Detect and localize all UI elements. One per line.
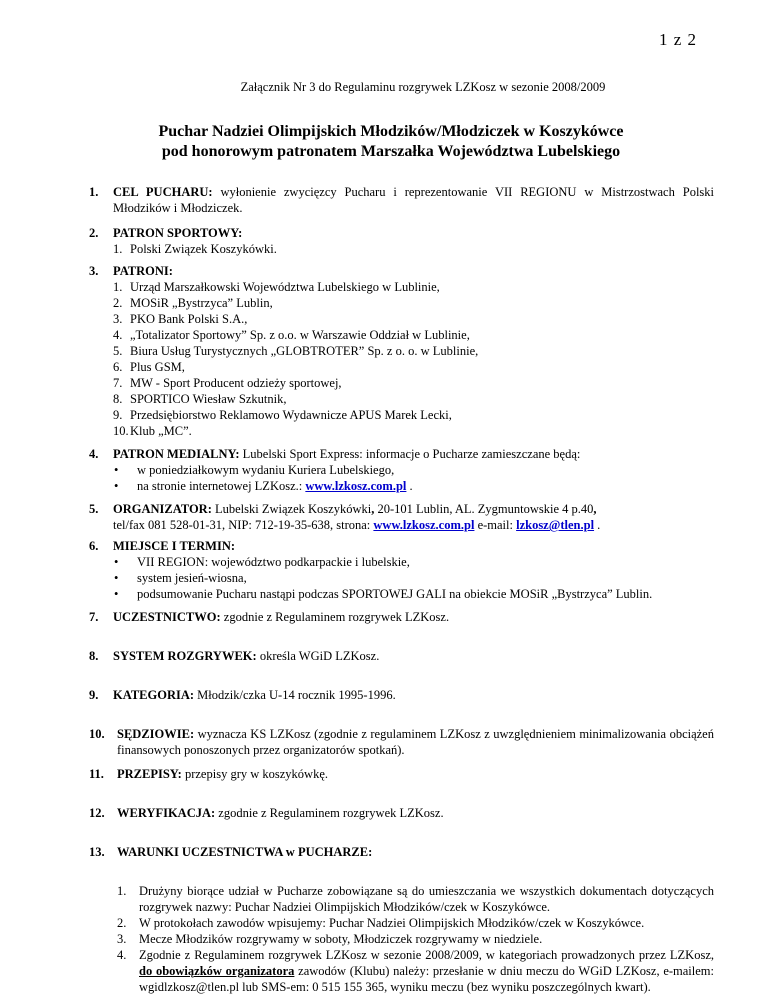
item-number: 8.: [113, 392, 123, 406]
section-5: [89, 501, 714, 533]
section-number: 11.: [89, 767, 104, 781]
item-number: 1.: [113, 242, 123, 256]
media-list: [113, 462, 714, 494]
item-text: Klub „MC”.: [130, 424, 192, 438]
item-text: MOSiR „Bystrzyca” Lublin,: [130, 296, 273, 310]
section-heading: CEL PUCHARU:: [113, 185, 213, 199]
list-item: [117, 915, 714, 931]
contact-text: .: [594, 518, 601, 532]
email-link[interactable]: lzkosz@tlen.pl: [516, 518, 595, 532]
item-text: Przedsiębiorstwo Reklamowo Wydawnicze APUS Marek Lecki,: [130, 408, 452, 422]
item-number: 7.: [113, 376, 123, 390]
item-number: 10.: [113, 424, 129, 438]
list-item: [113, 478, 714, 494]
list-item: [113, 327, 714, 343]
list-item: • system jesień-wiosna,: [113, 570, 714, 586]
section-heading: PATRON SPORTOWY:: [113, 226, 243, 240]
item-text-underlined: do obowiązków organizatora: [139, 964, 295, 978]
item-number: 2.: [117, 916, 127, 930]
item-number: 6.: [113, 360, 123, 374]
item-text: SPORTICO Wiesław Szkutnik,: [130, 392, 287, 406]
item-text: Plus GSM,: [130, 360, 185, 374]
section-number: 6.: [89, 539, 99, 553]
section-6: [89, 538, 714, 602]
item-number: 3.: [117, 932, 127, 946]
section-heading: ORGANIZATOR:: [113, 502, 212, 516]
comma: ,: [593, 502, 597, 516]
section-text: zgodnie z Regulaminem rozgrywek LZKosz.: [220, 610, 450, 624]
section-heading: KATEGORIA:: [113, 688, 195, 702]
item-text: PKO Bank Polski S.A.,: [130, 312, 248, 326]
conditions-list: [117, 883, 714, 995]
item-text: Urząd Marszałkowski Województwa Lubelskiego w Lublinie,: [130, 280, 440, 294]
contact-text: e-mail:: [474, 518, 517, 532]
item-text: „Totalizator Sportowy” Sp. z o.o. w Warszawie Oddział w Lublinie,: [130, 328, 470, 342]
section-heading: UCZESTNICTWO:: [113, 610, 221, 624]
section-heading: MIEJSCE I TERMIN:: [113, 539, 236, 553]
section-heading: PATRON MEDIALNY:: [113, 447, 240, 461]
item-number: 1.: [113, 280, 123, 294]
section-text: przepisy gry w koszykówkę.: [181, 767, 328, 781]
list-item: [117, 947, 714, 995]
website-link[interactable]: www.lzkosz.com.pl: [373, 518, 475, 532]
list-item: [113, 407, 714, 423]
item-text: na stronie internetowej LZKosz.:: [137, 479, 306, 493]
list-item: [113, 391, 714, 407]
section-number: 5.: [89, 502, 99, 516]
section-text: wyłonienie zwycięzcy Pucharu i reprezentowanie VII REGIONU w Mistrzostwach Polski Młodzików i Młodziczek.: [113, 185, 714, 215]
item-text: MW - Sport Producent odzieży sportowej,: [130, 376, 342, 390]
document-title: [0, 122, 768, 162]
section-text: Młodzik/czka U-14 rocznik 1995-1996.: [194, 688, 396, 702]
item-number: 3.: [113, 312, 123, 326]
section-number: 4.: [89, 447, 99, 461]
section-1: [89, 184, 714, 216]
item-text: W protokołach zawodów wpisujemy: Puchar Nadziei Olimpijskich Młodzików/czek w Koszykówce.: [139, 916, 645, 930]
section-8: [89, 648, 714, 664]
list-item: [113, 279, 714, 295]
contact-text: tel/fax 081 528-01-31, NIP: 712-19-35-638, strona:: [113, 518, 374, 532]
section-7: [89, 609, 714, 625]
section-number: 8.: [89, 649, 99, 663]
item-number: 2.: [113, 296, 123, 310]
item-text: Mecze Młodzików rozgrywamy w soboty, Młodziczek rozgrywamy w niedziele.: [139, 932, 543, 946]
section-9: [89, 687, 714, 703]
item-text: Zgodnie z Regulaminem rozgrywek LZKosz w sezonie 2008/2009, w kategoriach prowadzonych przez LZKosz,: [139, 948, 714, 962]
list-item: [113, 241, 714, 257]
section-text: zgodnie z Regulaminem rozgrywek LZKosz.: [215, 806, 444, 820]
website-link[interactable]: www.lzkosz.com.pl: [305, 479, 407, 493]
title-line-2: pod honorowym patronatem Marszałka Województwa Lubelskiego: [161, 143, 621, 160]
list-item: • VII REGION: województwo podkarpackie i lubelskie,: [113, 554, 714, 570]
section-heading: SĘDZIOWIE:: [117, 727, 195, 741]
item-text: .: [406, 479, 413, 493]
list-item: • w poniedziałkowym wydaniu Kuriera Lubelskiego,: [113, 462, 714, 478]
list-item: [113, 343, 714, 359]
organizer-name: Lubelski Związek Koszykówki: [211, 502, 372, 516]
section-heading: PRZEPISY:: [117, 767, 182, 781]
list-item: [113, 311, 714, 327]
place-time-list: [113, 554, 714, 602]
section-10: [89, 726, 714, 758]
section-heading: WERYFIKACJA:: [117, 806, 216, 820]
list-item: [117, 883, 714, 915]
item-text: zawodów (Klubu) należy: przesłanie w dniu meczu do WGiD LZKosz, e-mailem: wgidlzkosz@tlen.pl lub SMS-em: 0 515 155 365, wyniku meczu (bez wyniku poszczególnych kwart).: [139, 964, 714, 994]
section-text: Lubelski Sport Express: informacje o Pucharze zamieszczane będą:: [239, 447, 581, 461]
comma: ,: [371, 502, 375, 516]
section-number: 9.: [89, 688, 99, 702]
section-heading: PATRONI:: [113, 264, 173, 278]
section-number: 3.: [89, 264, 99, 278]
item-number: 4.: [117, 948, 127, 962]
page-number: 1 z 2: [658, 30, 697, 49]
item-text: Polski Związek Koszykówki.: [130, 242, 277, 256]
list-item: [113, 375, 714, 391]
item-text: Biura Usług Turystycznych „GLOBTROTER” Sp. z o. o. w Lublinie,: [130, 344, 479, 358]
list-item: [113, 359, 714, 375]
patrons-list: [113, 279, 714, 439]
list-item: [117, 931, 714, 947]
section-13-conditions: [89, 883, 714, 995]
section-2: [89, 225, 714, 257]
section-number: 1.: [89, 185, 99, 199]
item-number: 1.: [117, 884, 127, 898]
section-13: [89, 844, 714, 860]
section-number: 7.: [89, 610, 99, 624]
patron-sport-list: [113, 241, 714, 257]
section-12: [89, 805, 714, 821]
section-heading: SYSTEM ROZGRYWEK:: [113, 649, 257, 663]
section-heading: WARUNKI UCZESTNICTWA w PUCHARZE:: [117, 845, 373, 859]
item-number: 9.: [113, 408, 123, 422]
item-number: 4.: [113, 328, 123, 342]
section-3: [89, 263, 714, 439]
list-item: • podsumowanie Pucharu nastąpi podczas SPORTOWEJ GALI na obiekcie MOSiR „Bystrzyca” Lublin.: [113, 586, 714, 602]
annex-note: Załącznik Nr 3 do Regulaminu rozgrywek LZKosz w sezonie 2008/2009: [240, 80, 606, 94]
section-number: 10.: [89, 727, 105, 741]
organizer-address: 20-101 Lublin, AL. Zygmuntowskie 4 p.40: [374, 502, 594, 516]
section-text: wyznacza KS LZKosz (zgodnie z regulaminem LZKosz z uwzględnieniem minimalizowania obciążeń finansowych ponoszonych przez organizatorów spotkań).: [117, 727, 714, 757]
section-number: 12.: [89, 806, 105, 820]
list-item: [113, 295, 714, 311]
item-text: Drużyny biorące udział w Pucharze zobowiązane są do umieszczania we wszystkich dokumentach dotyczących rozgrywek nazwy: Puchar Nadziei Olimpijskich Młodzików/czek w Koszykówce.: [139, 884, 714, 914]
section-number: 13.: [89, 845, 105, 859]
item-number: 5.: [113, 344, 123, 358]
section-text: określa WGiD LZKosz.: [256, 649, 380, 663]
section-4: [89, 446, 714, 494]
title-line-1: Puchar Nadziei Olimpijskich Młodzików/Młodziczek w Koszykówce: [158, 123, 624, 140]
section-number: 2.: [89, 226, 99, 240]
section-11: [89, 766, 714, 782]
list-item: [113, 423, 714, 439]
